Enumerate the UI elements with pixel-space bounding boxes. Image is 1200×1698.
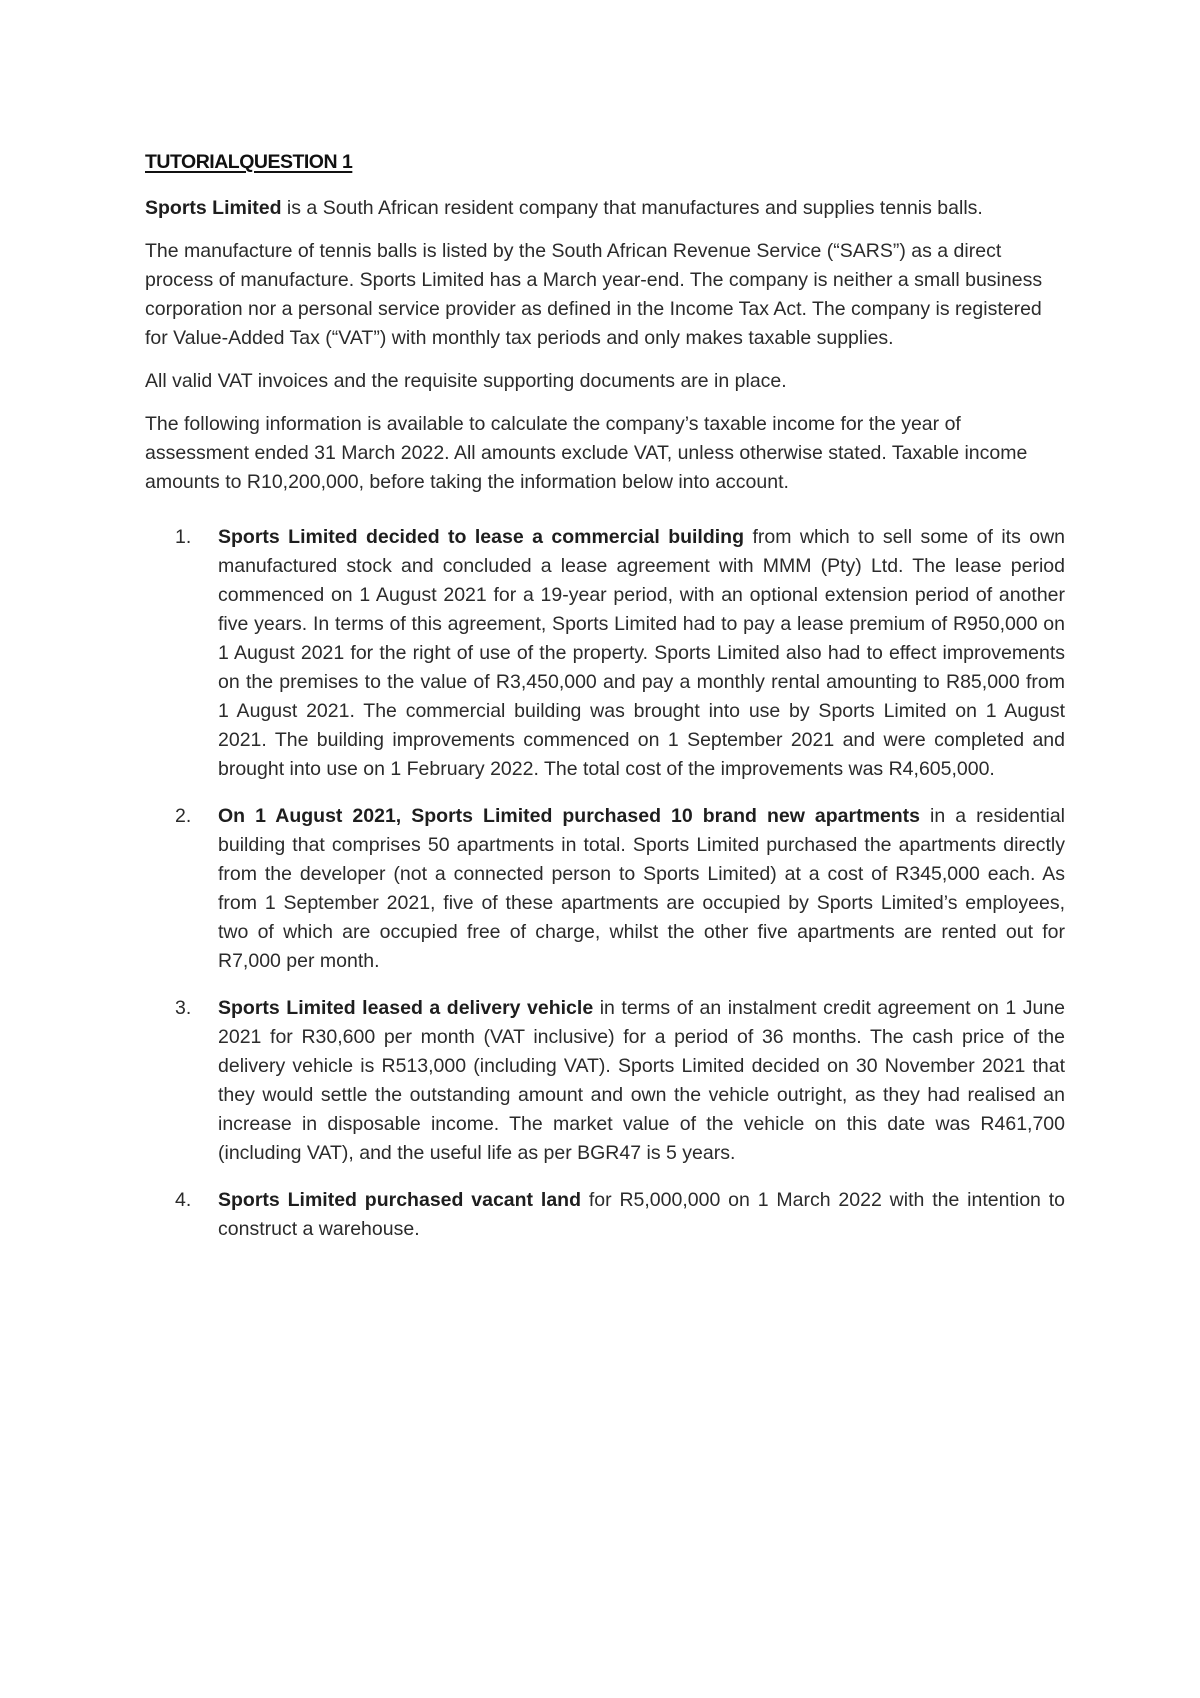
question-list xyxy=(145,523,1065,1244)
item-text: for R5,000,000 on 1 March 2022 with the intention to construct a warehouse. xyxy=(218,1189,1065,1240)
manufacture-paragraph xyxy=(145,237,1065,353)
paragraph-text: The manufacture of tennis balls is listed by the South African Revenue Service (“SARS”) as a direct process of manufacture. Sports Limited has a March year-end. The company is neither a small business corporation nor a personal service provider as defined in the Income Tax Act. The company is registered for Value-Added Tax (“VAT”) with monthly tax periods and only makes taxable supplies. xyxy=(145,240,1043,349)
item-lead-bold: Sports Limited purchased vacant land xyxy=(218,1189,581,1211)
paragraph-text: The following information is available to calculate the company’s taxable income for the year of assessment ended 31 March 2022. All amounts exclude VAT, unless otherwise stated. Taxable income amounts to R10,200,000, before taking the information below into account. xyxy=(145,413,1028,493)
intro-paragraph xyxy=(145,194,1065,223)
item-number: 1. xyxy=(175,526,192,548)
taxable-income-paragraph xyxy=(145,410,1065,497)
item-text: in terms of an instalment credit agreement on 1 June 2021 for R30,600 per month (VAT inclusive) for a period of 36 months. The cash price of the delivery vehicle is R513,000 (including VAT). Sports Limited decided on 30 November 2021 that they would settle the outstanding amount and own the vehicle outright, as they had realised an increase in disposable income. The market value of the vehicle on this date was R461,700 (including VAT), and the useful life as per BGR47 is 5 years. xyxy=(218,997,1065,1164)
list-item xyxy=(145,1186,1065,1244)
company-name-bold: Sports Limited xyxy=(145,197,282,219)
page-title: TUTORIALQUESTION 1 xyxy=(145,151,353,173)
vat-invoices-paragraph xyxy=(145,367,1065,396)
item-lead-bold: Sports Limited leased a delivery vehicle xyxy=(218,997,594,1019)
item-text: from which to sell some of its own manufactured stock and concluded a lease agreement with MMM (Pty) Ltd. The lease period commenced on 1 August 2021 for a 19-year period, with an optional extension period of another five years. In terms of this agreement, Sports Limited had to pay a lease premium of R950,000 on 1 August 2021 for the right of use of the property. Sports Limited also had to effect improvements on the premises to the value of R3,450,000 and pay a monthly rental amounting to R85,000 from 1 August 2021. The commercial building was brought into use by Sports Limited on 1 August 2021. The building improvements commenced on 1 September 2021 and were completed and brought into use on 1 February 2022. The total cost of the improvements was R4,605,000. xyxy=(218,526,1066,780)
paragraph-text: is a South African resident company that manufactures and supplies tennis balls. xyxy=(281,197,983,219)
document-page xyxy=(145,148,1065,1262)
item-body xyxy=(218,523,1065,784)
item-number: 3. xyxy=(175,997,192,1019)
list-item xyxy=(145,523,1065,784)
item-body xyxy=(218,994,1065,1168)
item-body xyxy=(218,1186,1065,1244)
item-lead-bold: On 1 August 2021, Sports Limited purchased 10 brand new apartments xyxy=(218,805,921,827)
list-item xyxy=(145,802,1065,976)
paragraph-text: All valid VAT invoices and the requisite supporting documents are in place. xyxy=(145,370,787,392)
item-lead-bold: Sports Limited decided to lease a commercial building xyxy=(218,526,745,548)
list-item xyxy=(145,994,1065,1168)
item-number: 2. xyxy=(175,805,192,827)
item-text: in a residential building that comprises 50 apartments in total. Sports Limited purchased the apartments directly from the developer (not a connected person to Sports Limited) at a cost of R345,000 each. As from 1 September 2021, five of these apartments are occupied by Sports Limited’s employees, two of which are occupied free of charge, whilst the other five apartments are rented out for R7,000 per month. xyxy=(218,805,1065,972)
item-body xyxy=(218,802,1065,976)
item-number: 4. xyxy=(175,1189,192,1211)
